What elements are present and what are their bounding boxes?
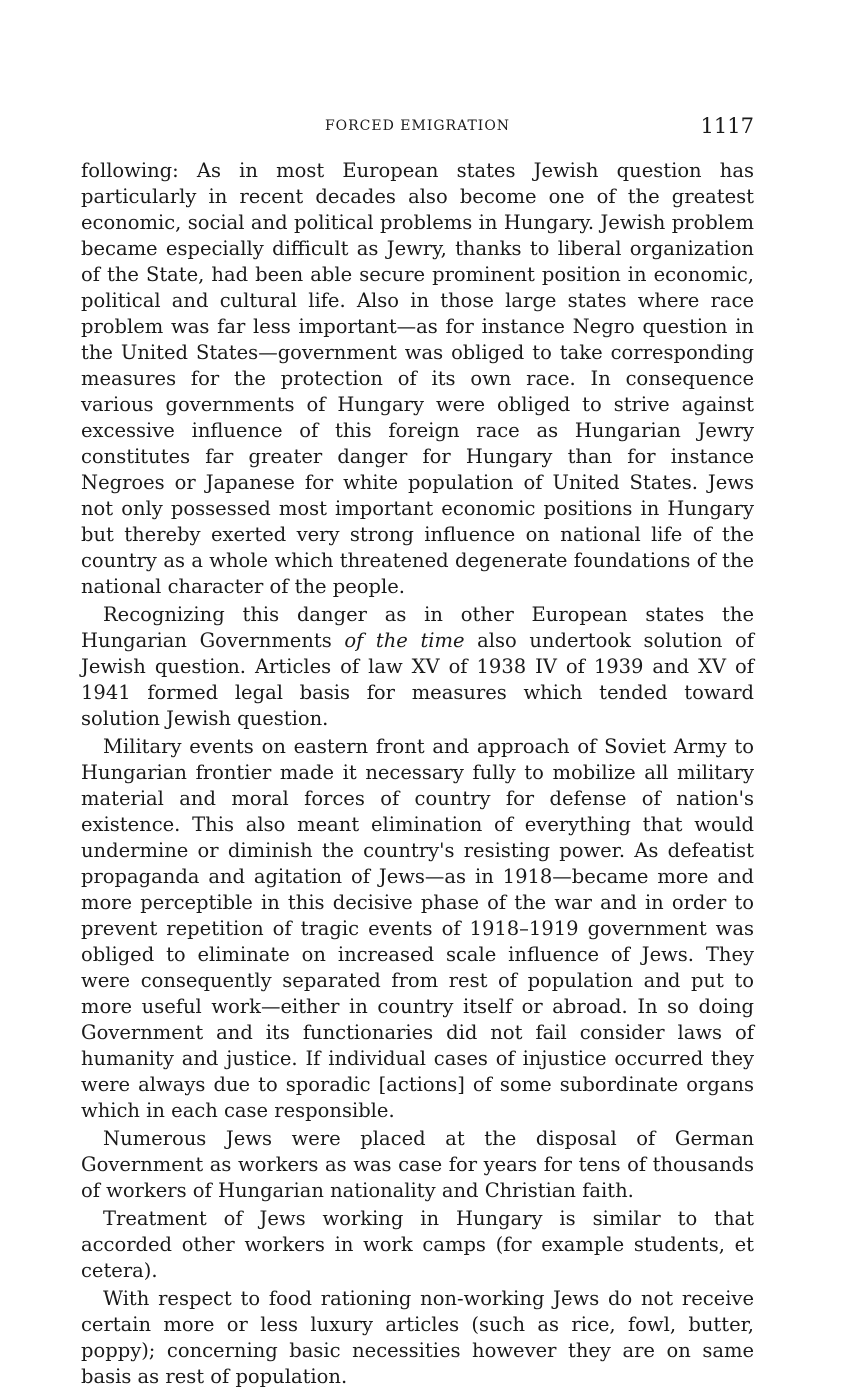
paragraph-6: With respect to food rationing non-working Jews do not receive certain more or less luxury articles (such as rice, fowl, butter, poppy); concerning basic necessities however they are on same basis as rest of population.: [81, 1287, 754, 1388]
paragraph-3: Military events on eastern front and approach of Soviet Army to Hungarian frontier made it necessary fully to mobilize all military material and moral forces of country for defense of nation's existence. This also meant elimination of everything that would undermine or diminish the country's resisting power. As defeatist propaganda and agitation of Jews—as in 1918—became more and more perceptible in this decisive phase of the war and in order to prevent repetition of tragic events of 1918–1919 government was obliged to eliminate on increased scale influence of Jews. They were consequently separated from rest of population and put to more useful work—either in country itself or abroad. In so doing Government and its functionaries did not fail consider laws of humanity and justice. If individual cases of injustice occurred they were always due to sporadic [actions] of some subordinate organs which in each case responsible.: [81, 735, 754, 1122]
paragraph-1: following: As in most European states Jewish question has particularly in recent decades also become one of the greatest economic, social and political problems in Hungary. Jewish problem became especially difficult as Jewry, thanks to liberal organization of the State, had been able secure prominent position in economic, political and cultural life. Also in those large states where race problem was far less important—as for instance Negro question in the United States—government was obliged to take corresponding measures for the protection of its own race. In consequence various governments of Hungary were obliged to strive against excessive influence of this foreign race as Hungarian Jewry constitutes far greater danger for Hungary than for instance Negroes or Japanese for white population of United States. Jews not only possessed most important economic positions in Hungary but thereby exerted very strong influence on national life of the country as a whole which threatened degenerate foundations of the national character of the people.: [81, 159, 754, 598]
paragraph-4: Numerous Jews were placed at the disposal of German Government as workers as was case for years for tens of thousands of workers of Hungarian nationality and Christian faith.: [81, 1127, 754, 1202]
paragraph-2-italic: of the time: [344, 629, 465, 652]
paragraph-5: Treatment of Jews working in Hungary is similar to that accorded other workers in work camps (for example students, et cetera).: [81, 1207, 754, 1282]
paragraph-2-text-before: Recognizing this danger as in other European states the Hungarian Governments: [81, 603, 754, 652]
paragraph-2-text-after: also undertook solution of Jewish question. Articles of law XV of 1938 IV of 1939 and XV of 1941 formed legal basis for measures which tended toward solution Jewish question.: [81, 629, 754, 730]
running-title: FORCED EMIGRATION: [324, 118, 511, 134]
paragraph-2: [81, 602, 754, 732]
page-number: 1117: [700, 114, 754, 138]
document-page: [81, 112, 754, 1390]
running-head: [81, 112, 754, 146]
body-text: [81, 158, 754, 1390]
